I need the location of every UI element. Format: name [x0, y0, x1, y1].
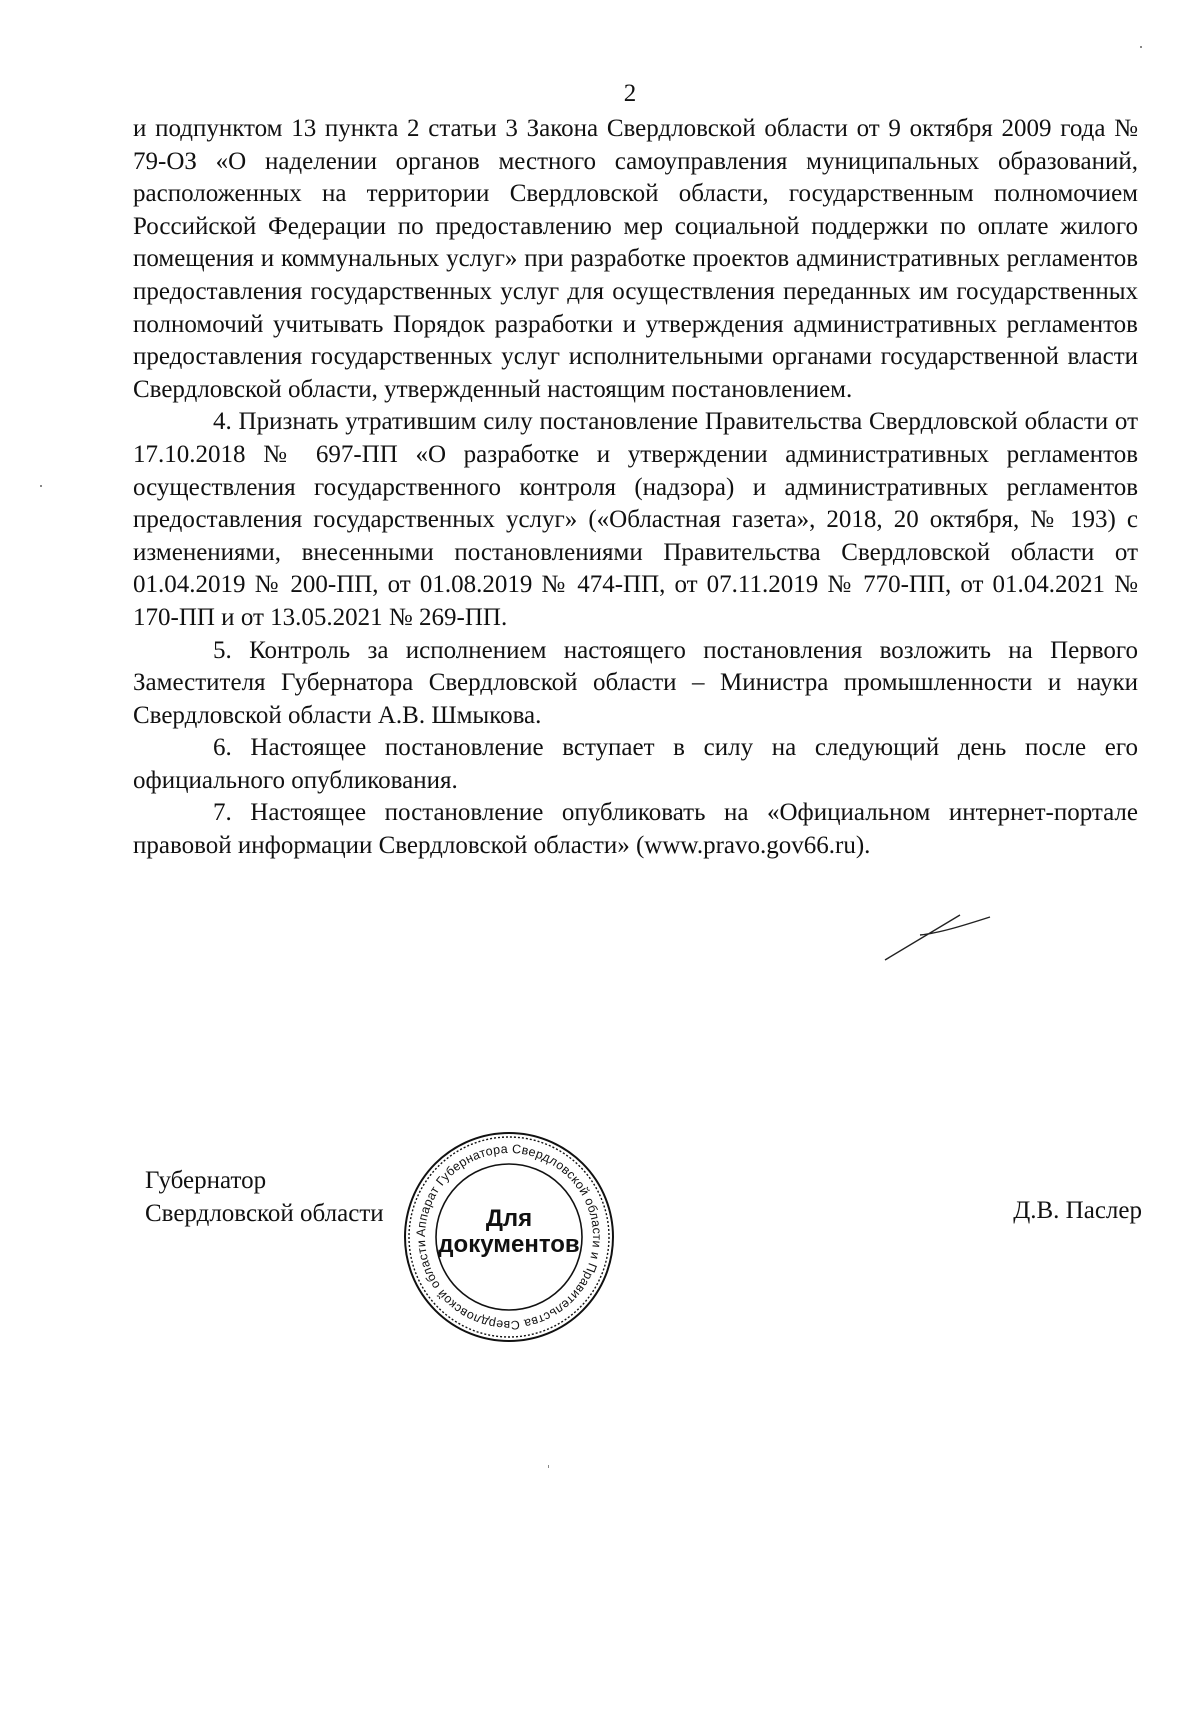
scan-speck — [548, 1465, 549, 1468]
scan-speck — [1140, 46, 1142, 48]
signature-title — [145, 1164, 384, 1230]
paragraph-6: 6. Настоящее постановление вступает в силу на следующий день после его официального опубликования. — [133, 734, 1138, 794]
signature-title-line1: Губернатор — [145, 1167, 267, 1194]
stamp-center-line2: документов — [438, 1231, 580, 1258]
signer-name: Д.В. Паслер — [1013, 1197, 1142, 1224]
official-stamp — [400, 1128, 618, 1346]
paragraph-7: 7. Настоящее постановление опубликовать на «Официальном интернет-портале правовой информации Свердловской области» (www.pravo.gov66.ru). — [133, 799, 1138, 860]
handwritten-signature-mark — [880, 905, 1000, 965]
paragraph-4: 4. Признать утратившим силу постановление Правительства Свердловской области от 17.10.2018 № 697-ПП «О разработке и утверждении административных регламентов осуществления государственного контроля (надзора) и административных регламентов предоставления государственных услуг» («Областная газета», 2018, 20 октября, № 193) с изменениями, внесенными постановлениями Правительства Свердловской области от 01.04.2019 № 200-ПП, от 01.08.2019 № 474-ПП, от 07.11.2019 № 770-ПП, от 01.04.2021 № 170-ПП и от 13.05.2021 № 269-ПП. — [133, 408, 1138, 631]
paragraph-3-continuation: и подпунктом 13 пункта 2 статьи 3 Закона Свердловской области от 9 октября 2009 года № 79-ОЗ «О наделении органов местного самоуправления муниципальных образований, расположенных на территории Свердловской области, государственным полномочием Российской Федерации по предоставлению мер социальной поддержки по оплате жилого помещения и коммунальных услуг» при разработке проектов административных регламентов предоставления государственных услуг для осуществления переданных им государственных полномочий учитывать Порядок разработки и утверждения административных регламентов предоставления государственных услуг исполнительными органами государственной власти Свердловской области, утвержденный настоящим постановлением. — [133, 115, 1138, 403]
stamp-center-text — [400, 1206, 618, 1258]
stamp-ring-text: Аппарат Губернатора Свердловской области и Правительства Свердловской области — [413, 1141, 605, 1333]
paragraph-5: 5. Контроль за исполнением настоящего постановления возложить на Первого Заместителя Губернатора Свердловской области – Министра промышленности и науки Свердловской области А.В. Шмыкова. — [133, 636, 1138, 729]
signature-title-line2: Свердловской области — [145, 1200, 384, 1227]
stamp-center-line1: Для — [485, 1205, 533, 1232]
document-body — [133, 113, 1138, 863]
page-number: 2 — [623, 80, 637, 107]
scan-speck — [40, 485, 42, 487]
